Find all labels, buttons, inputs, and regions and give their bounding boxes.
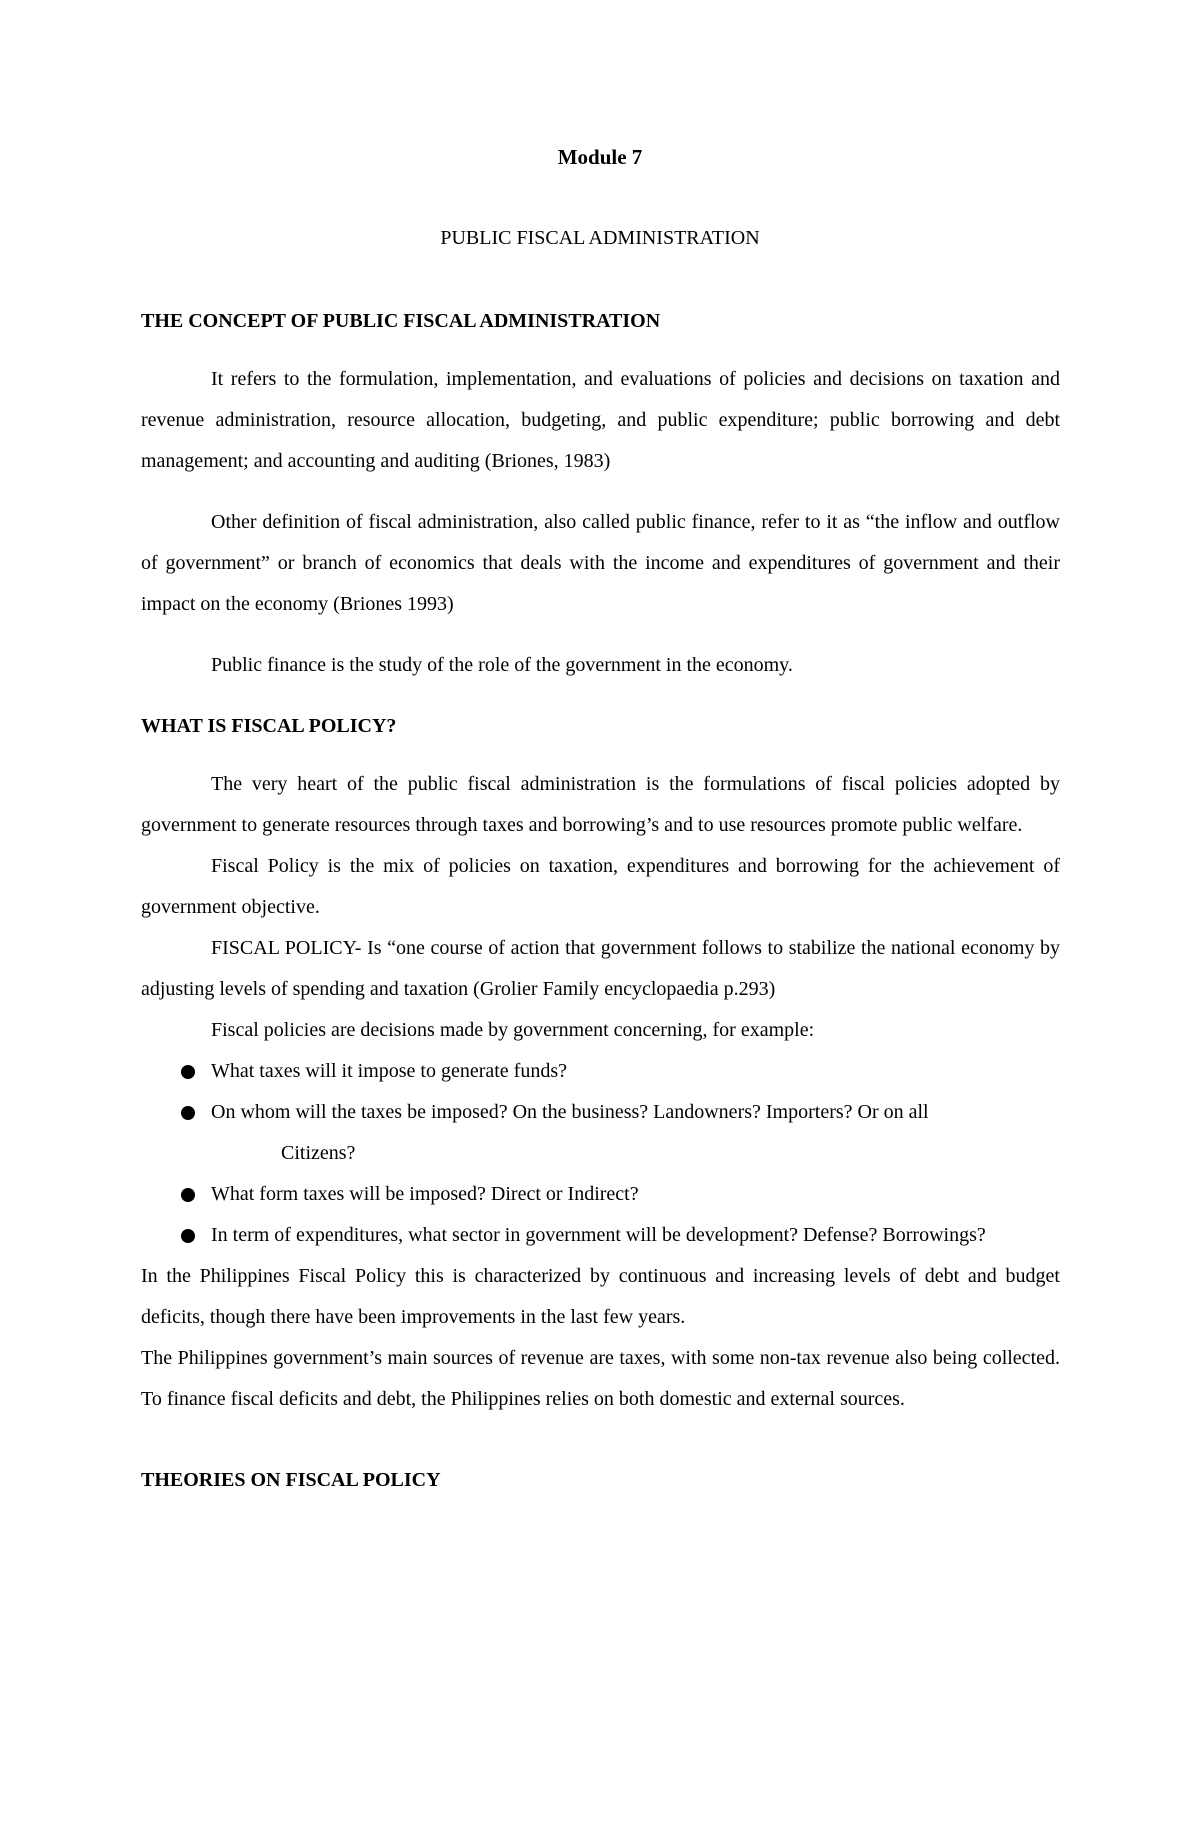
section-heading-fiscal-policy: WHAT IS FISCAL POLICY? [141,715,397,737]
section-heading-theories: THEORIES ON FISCAL POLICY [141,1469,441,1491]
paragraph-fiscal-policy-2: Fiscal Policy is the mix of policies on taxation, expenditures and borrowing for the achievement of government objective. [141,855,1060,918]
list-item [141,1215,1060,1256]
document-title: PUBLIC FISCAL ADMINISTRATION [440,227,760,249]
paragraph-fiscal-policy-3: FISCAL POLICY- Is “one course of action that government follows to stabilize the national economy by adjusting levels of spending and taxation (Grolier Family encyclopaedia p.293) [141,937,1060,1000]
paragraph-concept-2: Other definition of fiscal administration, also called public finance, refer to it as “the inflow and outflow of government” or branch of economics that deals with the income and expenditures of government and their impact on the economy (Briones 1993) [141,511,1060,615]
list-item-text: On whom will the taxes be imposed? On the business? Landowners? Importers? Or on all [211,1101,929,1123]
list-item-text: What taxes will it impose to generate funds? [211,1060,568,1082]
list-item [141,1174,1060,1215]
paragraph-concept-1: It refers to the formulation, implementation, and evaluations of policies and decisions on taxation and revenue administration, resource allocation, budgeting, and public expenditure; public borrowing and debt management; and accounting and auditing (Briones, 1983) [141,368,1060,472]
document-body [141,301,1060,1500]
list-item [141,1051,1060,1092]
bullet-icon [181,1106,195,1120]
paragraph-fiscal-policy-4: Fiscal policies are decisions made by government concerning, for example: [211,1019,815,1041]
module-label: Module 7 [557,145,643,169]
bullet-icon [181,1229,195,1243]
list-item-continuation: Citizens? [281,1142,356,1164]
list-item [141,1092,1060,1174]
paragraph-concept-3: Public finance is the study of the role of the government in the economy. [211,654,793,676]
bullet-icon [181,1065,195,1079]
list-item-text: In term of expenditures, what sector in government will be development? Defense? Borrowings? [211,1224,986,1246]
paragraph-fiscal-policy-5: In the Philippines Fiscal Policy this is characterized by continuous and increasing levels of debt and budget deficits, though there have been improvements in the last few years. [141,1265,1060,1328]
paragraph-fiscal-policy-1: The very heart of the public fiscal administration is the formulations of fiscal policies adopted by government to generate resources through taxes and borrowing’s and to use resources promote public welfare. [141,773,1060,836]
list-item-text: What form taxes will be imposed? Direct or Indirect? [211,1183,639,1205]
fiscal-policy-question-list [141,1051,1060,1256]
section-heading-concept: THE CONCEPT OF PUBLIC FISCAL ADMINISTRATION [141,310,661,332]
paragraph-fiscal-policy-6: The Philippines government’s main sources of revenue are taxes, with some non-tax revenue also being collected. To finance fiscal deficits and debt, the Philippines relies on both domestic and external sources. [141,1347,1060,1410]
bullet-icon [181,1188,195,1202]
